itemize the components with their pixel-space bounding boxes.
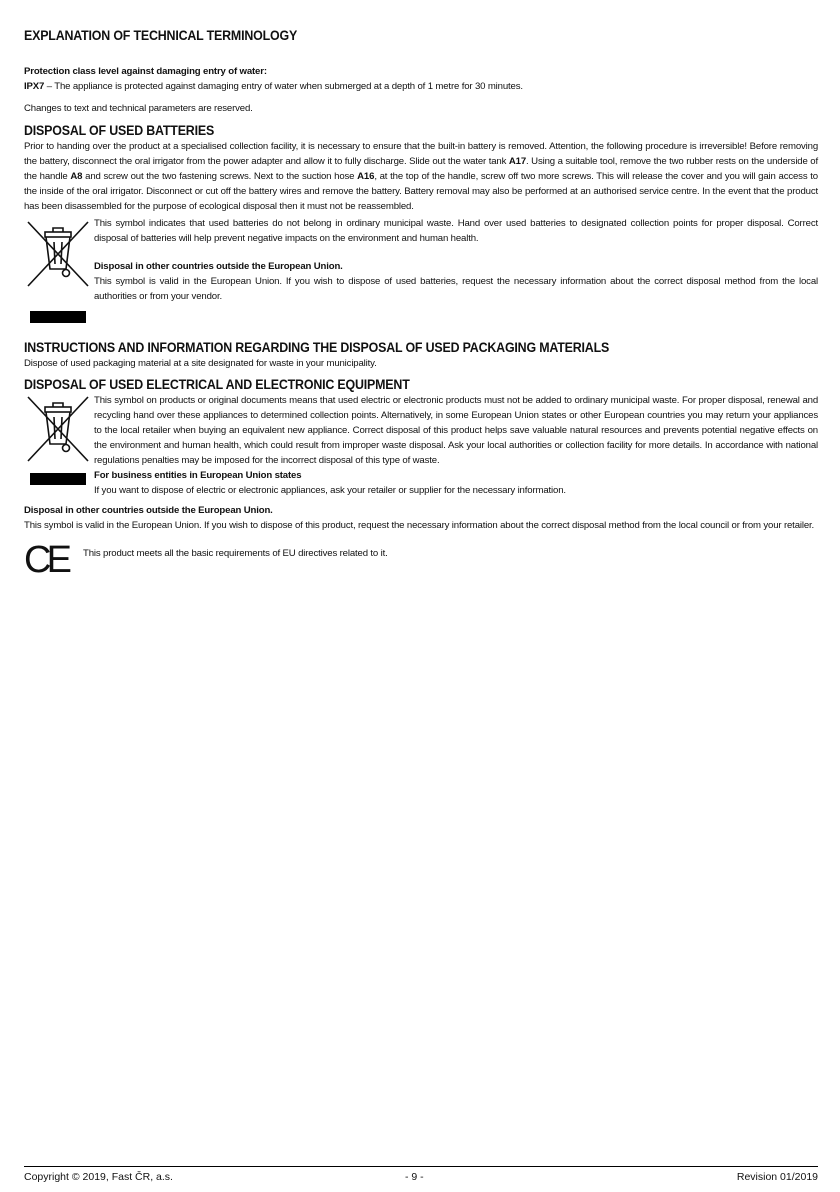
weee-outside-eu-title: Disposal in other countries outside the European Union. [24,505,273,516]
weee-symbol-text-block [94,393,818,498]
heading-weee: DISPOSAL OF USED ELECTRICAL AND ELECTRONIC EQUIPMENT [24,377,410,392]
battery-black-bar [30,311,86,323]
document-page [24,28,818,581]
part-ref-a8: A8 [70,171,83,182]
weee-business-title: For business entities in European Union states [94,470,302,481]
changes-note: Changes to text and technical parameters are reserved. [24,103,253,114]
battery-text-2: . Using a suitable tool, remove the two rubber rests on the underside of the handle [24,156,818,182]
battery-symbol-text-block [94,216,818,304]
ce-text: This product meets all the basic requirements of EU directives related to it. [83,548,388,559]
battery-removal-paragraph [24,139,818,214]
ipx7-code: IPX7 [24,81,45,92]
weee-symbol-text: This symbol on products or original documents means that used electric or electronic products must not be added to ordinary municipal waste. For proper disposal, renewal and recycling hand over these appliances to determined collection points. Alternatively, in some European Union states or other European countries you may return your appliances to the local retailer when buying an equivalent new appliance. Correct disposal of this product helps save valuable natural resources and prevents potential negative effects on the environment and human health, which could result from improper waste disposal. Ask your local authorities or collection facility for more details. In accordance with national regulations penalties may be imposed for the incorrect disposal of this type of waste. [94,395,818,466]
battery-symbol-text: This symbol indicates that used batteries do not belong in ordinary municipal waste. Hand over used batteries to designated collection points for proper disposal. Correct disposal of batteries will help prevent negative impacts on the environment and human health. [94,218,818,244]
footer-page-number: - 9 - [405,1171,424,1183]
protection-class-title: Protection class level against damaging entry of water: [24,66,267,77]
battery-text-3: and screw out the two fastening screws. Next to the suction hose [82,171,358,182]
footer-copyright: Copyright © 2019, Fast ČR, a.s. [24,1171,173,1183]
battery-text-4: , at the top of the handle, screw off two more screws. This will release the cover and you will gain access to the inside of the oral irrigator. Disconnect or cut off the battery wires and remove the battery. Battery removal may also be performed at an authorised service centre. In the event that the product has been disassembled for the purpose of ecological disposal then it must not be reassembled. [24,171,818,212]
heading-disposal-batteries: DISPOSAL OF USED BATTERIES [24,123,215,138]
battery-outside-eu-text: This symbol is valid in the European Union. If you wish to dispose of used batteries, request the necessary information about the correct disposal method from the local authorities or from your vendor. [94,276,818,302]
weee-business-text: If you want to dispose of electric or electronic appliances, ask your retailer or supplier for the necessary information. [94,485,566,496]
heading-packaging: INSTRUCTIONS AND INFORMATION REGARDING THE DISPOSAL OF USED PACKAGING MATERIALS [24,340,610,355]
ce-logo-text: CE [24,541,72,577]
ce-block [24,541,818,581]
part-ref-a16: A16 [357,171,375,182]
ce-mark-icon [24,541,74,577]
battery-text-1: Prior to handing over the product at a specialised collection facility, it is necessary to ensure that the built-in battery is removed. Attention, the following procedure is irreversible! Before removing the battery, disconnect the oral irrigator from the power adapter and allow it to fully discharge. Slide out the water tank [24,141,818,167]
heading-technical-terminology: EXPLANATION OF TECHNICAL TERMINOLOGY [24,28,298,43]
battery-outside-eu-title: Disposal in other countries outside the European Union. [94,261,343,272]
crossed-bin-icon [24,393,92,465]
part-ref-a17: A17 [508,156,527,167]
ipx7-line [24,79,818,94]
weee-outside-eu-text: This symbol is valid in the European Union. If you wish to dispose of this product, request the necessary information about the correct disposal method from the local council or from your retailer. [24,520,815,531]
battery-symbol-block [24,216,818,340]
weee-symbol-block [24,393,818,503]
crossed-bin-icon [24,218,92,290]
footer-revision: Revision 01/2019 [736,1171,818,1183]
ipx7-description: – The appliance is protected against damaging entry of water when submerged at a depth of 1 metre for 30 minutes. [44,81,523,92]
page-footer [24,1166,818,1189]
weee-black-bar [30,473,86,485]
packaging-text: Dispose of used packaging material at a site designated for waste in your municipality. [24,358,377,369]
